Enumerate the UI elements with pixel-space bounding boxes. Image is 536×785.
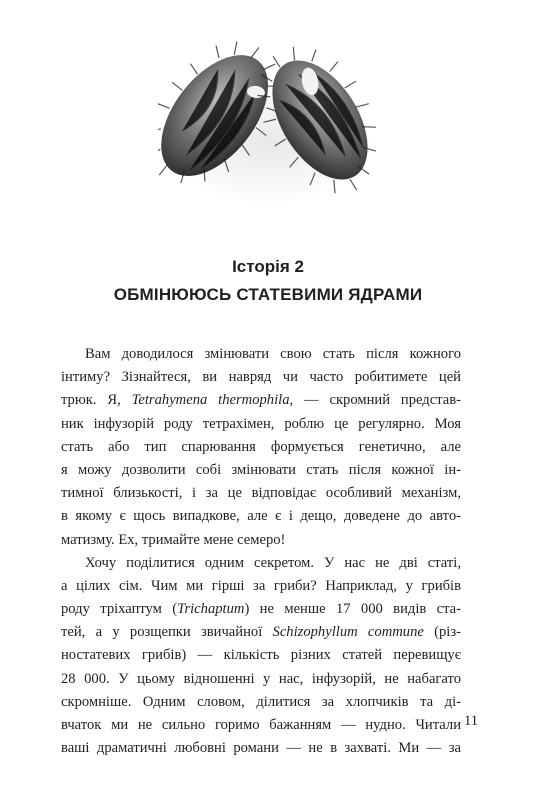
text-segment: ) не менше 17 000 видів ста- [244,601,462,618]
text-line [61,343,461,366]
chapter-label: Історія 2 [232,257,304,276]
text-line [61,691,461,714]
text-segment: ностатевих грибів) — кількість різних статей перевищує [61,647,461,664]
text-segment: тей, а у розщепки звичайної [61,624,273,641]
text-segment: — скромний представ- [293,392,461,409]
text-line [61,459,461,482]
text-segment: вчаток ми не сильно горимо бажанням — нудно. Читали [61,717,461,733]
text-segment: роду тріхаптум ( [61,601,178,618]
text-line [61,505,461,528]
tetrahymena-cells-icon [158,38,376,206]
chapter-title: ОБМІНЮЮСЬ СТАТЕВИМИ ЯДРАМИ [113,285,423,304]
text-segment: ник інфузорій роду тетрахімен, роблю це регулярно. Моя [61,415,461,432]
text-line [61,621,461,644]
text-line [61,482,461,505]
italic-term: Schizophyllum commune [272,624,424,641]
body-text [61,343,461,760]
text-line [61,598,461,621]
text-segment: матизму. Ех, тримайте мене семеро! [61,531,286,548]
text-line [61,714,461,737]
text-segment: Вам доводилося змінювати свою стать після кожного [85,346,461,362]
text-line [61,644,461,667]
text-segment: 28 000. У цьому відношенні у нас, інфузорій, не набагато [61,670,461,687]
ciliate-illustration [158,38,376,206]
text-segment: Хочу поділитися одним секретом. У нас не дві статі, [85,554,461,571]
text-line [61,552,461,575]
text-line [61,389,461,412]
text-segment: в якому є щось випадкове, але є і дещо, доведене до авто- [61,508,461,525]
text-segment: скромніше. Одним словом, ділитися за хлопчиків та ді- [61,693,461,710]
text-segment: тимної близькості, і за це відповідає особливий механізм, [61,485,461,502]
italic-term: Trichaptum [177,601,245,618]
text-line [61,737,461,760]
text-line [61,436,461,459]
text-segment: я можу дозволити собі змінювати стать після кожної ін- [61,461,461,478]
italic-term: Tetrahymena thermophila, [131,392,294,409]
text-line [61,529,461,552]
text-segment: трюк. Я, [61,392,132,409]
text-line [61,366,461,389]
text-line [61,668,461,691]
text-segment: стать або тип спарювання формується генетично, але [61,438,461,455]
page-number: 11 [464,713,479,729]
text-segment: інтиму? Зізнайтеся, ви навряд чи часто робитимете цей [61,369,461,386]
text-line [61,413,461,436]
text-segment: (різ- [423,624,461,641]
text-segment: а цілих сім. Чим ми гірші за гриби? Наприклад, у грибів [61,577,461,594]
text-line [61,575,461,598]
text-segment: ваші драматичні любовні романи — не в захваті. Ми — за [61,740,461,757]
